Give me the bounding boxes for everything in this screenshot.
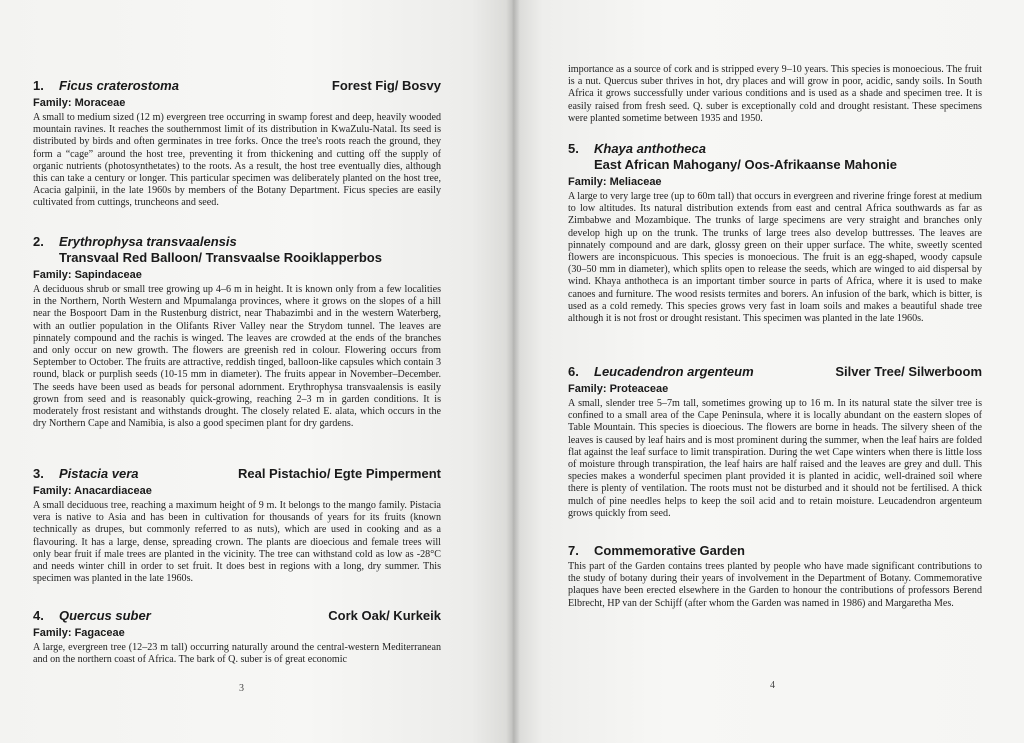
section-body: This part of the Garden contains trees planted by people who have made significant contributions to the study of botany during their years of involvement in the Department of Botany. Commemorative plaques have been erected elsewhere in the Garden to honour the contributions of professors Berend Elbrecht, HP van der Schijff (after whom the Garden was named in 1986) and Margaretha Mes. xyxy=(568,561,982,609)
section-heading xyxy=(33,78,441,94)
common-name: East African Mahogany/ Oos-Afrikaanse Mahonie xyxy=(594,157,897,172)
section-heading xyxy=(568,364,982,380)
section-heading xyxy=(33,234,441,250)
section-3 xyxy=(33,466,441,585)
section-7 xyxy=(568,543,982,610)
family-label: Family: Moraceae xyxy=(33,97,126,109)
section-5 xyxy=(568,141,982,325)
common-name: Silver Tree/ Silwerboom xyxy=(835,364,982,379)
section-heading xyxy=(33,608,441,624)
scientific-name: Quercus suber xyxy=(59,608,151,623)
continuation-body: importance as a source of cork and is stripped every 9–10 years. This species is monoecious. The fruit is a nut. Quercus suber thrives in hot, dry places and will grow in poor, acidic, sandy soils. In South Africa it grows successfully under various conditions and is used as a shade and specimen tree. It is easily raised from fresh seed. Q. suber is exceptionally cold and drought resistant. These specimens were planted sometime between 1935 and 1950. xyxy=(568,64,982,124)
section-heading xyxy=(568,141,982,157)
section-4-continuation xyxy=(568,64,982,125)
common-name: Forest Fig/ Bosvy xyxy=(331,78,441,93)
section-6 xyxy=(568,364,982,520)
family-label: Family: Sapindaceae xyxy=(33,269,142,281)
common-name: Cork Oak/ Kurkeik xyxy=(328,608,441,623)
common-name: Transvaal Red Balloon/ Transvaalse Rooiklapperbos xyxy=(59,250,382,265)
section-number: 2. xyxy=(33,234,44,249)
section-title: Commemorative Garden xyxy=(594,543,745,558)
section-number: 3. xyxy=(33,466,44,481)
scientific-name: Khaya anthotheca xyxy=(594,141,706,156)
scientific-name: Pistacia vera xyxy=(59,466,139,481)
family-label: Family: Fagaceae xyxy=(33,627,125,639)
scientific-name: Leucadendron argenteum xyxy=(594,364,754,379)
section-2 xyxy=(33,234,441,430)
page-number: 4 xyxy=(770,680,775,691)
page-number: 3 xyxy=(239,683,244,694)
family-label: Family: Meliaceae xyxy=(568,176,662,188)
section-4 xyxy=(33,608,441,666)
family-label: Family: Proteaceae xyxy=(568,383,669,395)
section-number: 5. xyxy=(568,141,579,156)
scientific-name: Erythrophysa transvaalensis xyxy=(59,234,237,249)
section-number: 7. xyxy=(568,543,579,558)
section-heading xyxy=(568,543,982,559)
section-body: A large, evergreen tree (12–23 m tall) occurring naturally around the central-western Mediterranean and on the northern coast of Africa. The bark of Q. suber is of great economic xyxy=(33,642,441,666)
section-body: A small, slender tree 5–7m tall, sometimes growing up to 16 m. In its natural state the silver tree is confined to a small area of the Cape Peninsula, where it is locally abundant on the eastern slopes of Table Mountain. This species is dioecious. The flowers are borne in heads. The silvery sheen of the leaves is caused by leaf hairs and is most prominent during the summer, when the leaf hairs are folded flat against the leaf surface to limit transpiration. During the wet Cape winters when there is little loss of moisture through transpiration, the leaf hairs are half raised and the leaves are grey and dull. This species makes a wonderful specimen plant provided it is planted in acidic, well-drained soil where there is plenty of ventilation. The roots must not be disturbed and it should not be fertilised. A thick mulch of pine needles helps to keep the soil acid and to retain moisture. Leucadendron argenteum grows quickly from seed. xyxy=(568,398,982,519)
section-body: A deciduous shrub or small tree growing up 4–6 m in height. It is known only from a few localities in the Northern, North Western and Mpumalanga provinces, where it grows on the slopes of a hill near the Bospoort Dam in the Rustenburg district, near Thabazimbi and in the western Waterberg, with an outlier population in the Olifants River Valley near the Strydom tunnel. The leaves are pinnately compound and the rachis is winged. The leaves are crowded at the ends of the branches and only occur on new growth. The flowers are greenish red in colour. Flowering occurs from September to October. The fruits are attractive, reddish tinged, balloon-like capsules which contain 3 round, black or purplish seeds (10-15 mm in diameter). The fruits appear in November–December. The seeds have been used as beads for personal adornment. Erythrophysa transvaalensis is easily grown from seed and is reasonably quick-growing, reaching 2–3 m in garden conditions. It is moderately frost resistant and withstands drought. The closely related E. alata, which occurs in the dry Northern Cape and Namibia, is also a good specimen plant for dry gardens. xyxy=(33,284,441,430)
right-page xyxy=(512,0,1024,743)
section-number: 6. xyxy=(568,364,579,379)
section-body: A large to very large tree (up to 60m tall) that occurs in evergreen and riverine fringe forest at medium to low altitudes. Its natural distribution extends from east and central Africa southwards as far as Zimbabwe and Mozambique. The trunks of large specimens are very straight and branches only develop high up on the trunk. The trunks of large trees also develop buttresses. The leaves are pinnately compound and are dark, glossy green on their upper surface. The white, sweetly scented flowers are inconspicuous. This species is monoecious. The fruit is an egg-shaped, woody capsule (30–50 mm in diameter), which splits open to release the seeds, which are winged to aid dispersal by wind. Khaya anthotheca is an important timber source in parts of Africa, where it is used to make canoes and furniture. The wood resists termites and borers. An infusion of the bark, which is bitter, is used as a cold remedy. This species grows very fast in loam soils and makes a beautiful shade tree although it is not frost or drought resistant. This specimen was planted in the late 1960s. xyxy=(568,191,982,325)
section-body: A small deciduous tree, reaching a maximum height of 9 m. It belongs to the mango family. Pistacia vera is native to Asia and has been in cultivation for thousands of years for its fruits (known technically as drupes, but commonly referred to as nuts), which are used in cooking and as a flavouring. It has a large, dense, spreading crown. The plants are dioecious and female trees will only bear fruit if male trees are planted in the vicinity. The tree can withstand cold as low as -28°C and needs winter chill in order to set fruit. It does best in regions with a long, dry summer. This specimen was planted in the late 1960s. xyxy=(33,500,441,585)
section-heading xyxy=(33,466,441,482)
book-gutter xyxy=(506,0,520,743)
family-label: Family: Anacardiaceae xyxy=(33,485,152,497)
section-1 xyxy=(33,78,441,210)
common-name: Real Pistachio/ Egte Pimperment xyxy=(237,466,441,481)
scientific-name: Ficus craterostoma xyxy=(59,78,179,93)
section-body: A small to medium sized (12 m) evergreen tree occurring in swamp forest and deep, heavily wooded mountain ravines. It reaches the southernmost limit of its distribution in KwaZulu-Natal. Its seed is distributed by birds and often germinates in tree forks. Once the tree's roots reach the ground, they form a “cage” around the host tree, preventing it from thickening and cutting off the supply of organic nutrients (photosynthetates) to the roots. As a result, the host tree eventually dies, although this can take a century or longer. This particular specimen was deliberately planted on the host tree, Acacia galpinii, in the late 1960s by members of the Botany Department. Ficus species are easily cultivated from cuttings, truncheons and seed. xyxy=(33,112,441,209)
section-number: 4. xyxy=(33,608,44,623)
section-number: 1. xyxy=(33,78,44,93)
